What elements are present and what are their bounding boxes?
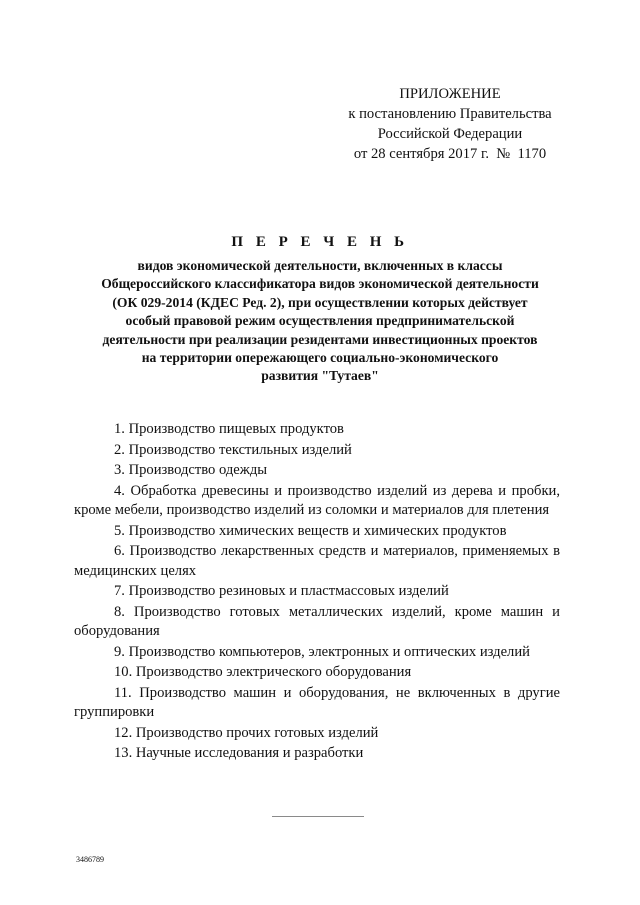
document-title: П Е Р Е Ч Е Н Ь [231, 234, 409, 250]
appendix-line-1: к постановлению Правительства [348, 106, 552, 122]
subtitle-line: видов экономической деятельности, включенных в классы [137, 258, 503, 273]
list-item: 3. Производство одежды [114, 462, 268, 478]
end-divider [272, 816, 364, 817]
list-item: 6. Производство лекарственных средств и материалов, применяемых в медицинских целях [74, 543, 560, 579]
subtitle-line: на территории опережающего социально-экономического [141, 350, 499, 366]
document-number: 3486789 [76, 855, 104, 864]
activity-list [74, 420, 560, 765]
subtitle-line: деятельности при реализации резидентами инвестиционных проектов [102, 331, 538, 347]
list-item: 11. Производство машин и оборудования, не включенных в другие группировки [74, 684, 560, 720]
subtitle-line: Общероссийского классификатора видов экономической деятельности [101, 276, 539, 292]
list-item: 13. Научные исследования и разработки [114, 745, 364, 761]
document-subtitle [60, 257, 580, 386]
subtitle-line: развития "Тутаев" [261, 368, 379, 384]
appendix-date-number: от 28 сентября 2017 г. № 1170 [353, 146, 547, 162]
list-item: 5. Производство химических веществ и химических продуктов [114, 522, 507, 539]
list-item: 4. Обработка древесины и производство изделий из дерева и пробки, кроме мебели, производство изделий из соломки и материалов для плетения [74, 482, 560, 518]
subtitle-line: особый правовой режим осуществления предпринимательской [125, 313, 515, 329]
appendix-title: ПРИЛОЖЕНИЕ [399, 86, 501, 102]
list-item: 10. Производство электрического оборудования [114, 664, 412, 680]
appendix-block [330, 84, 570, 164]
appendix-line-2: Российской Федерации [377, 126, 523, 142]
list-item: 12. Производство прочих готовых изделий [114, 724, 379, 741]
list-item: 9. Производство компьютеров, электронных и оптических изделий [114, 643, 530, 660]
list-item: 2. Производство текстильных изделий [114, 441, 352, 458]
subtitle-line: (ОК 029-2014 (КДЕС Ред. 2), при осуществлении которых действует [112, 294, 528, 310]
list-item: 7. Производство резиновых и пластмассовых изделий [114, 583, 449, 599]
list-item: 8. Производство готовых металлических изделий, кроме машин и оборудования [74, 603, 560, 639]
list-item: 1. Производство пищевых продуктов [114, 421, 344, 437]
